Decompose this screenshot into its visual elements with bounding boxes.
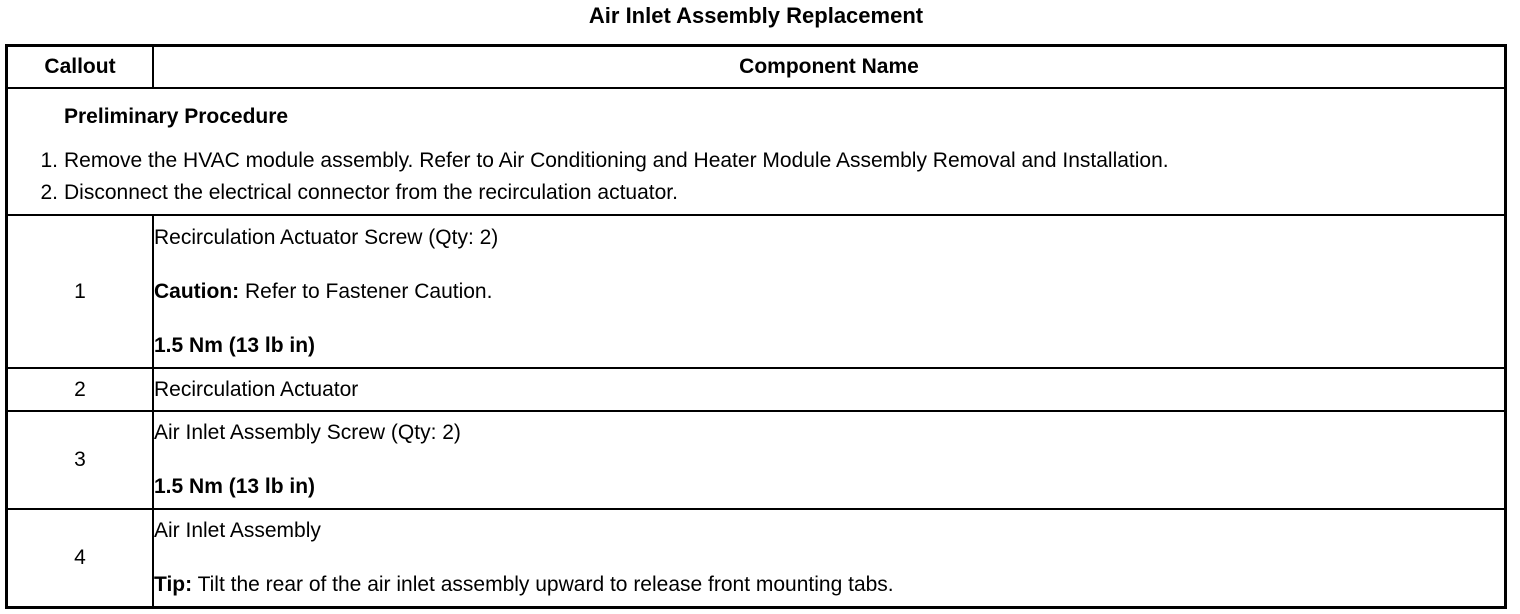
preliminary-steps-list	[8, 145, 1504, 209]
component-cell	[153, 509, 1506, 607]
table-row	[7, 509, 1506, 607]
table-row	[7, 411, 1506, 509]
callout-cell: 4	[7, 509, 154, 607]
component-name: Air Inlet Assembly Screw (Qty: 2)	[154, 421, 461, 444]
step-text: Disconnect the electrical connector from the recirculation actuator.	[64, 180, 678, 204]
callout-column-header: Callout	[7, 46, 154, 89]
component-cell	[153, 215, 1506, 368]
caution-note	[154, 279, 1504, 305]
component-name: Recirculation Actuator Screw (Qty: 2)	[154, 225, 499, 249]
list-item	[8, 145, 1504, 177]
step-text: Remove the HVAC module assembly. Refer to Air Conditioning and Heater Module Assembly Removal and Installation.	[64, 148, 1169, 172]
table-header-row	[7, 46, 1506, 89]
step-number: 1.	[40, 148, 58, 172]
tip-note	[154, 572, 1504, 598]
caution-text: Refer to Fastener Caution.	[239, 279, 493, 303]
step-number: 2.	[40, 180, 58, 204]
component-name: Air Inlet Assembly	[154, 518, 321, 542]
tip-label: Tip:	[154, 572, 193, 596]
caution-label: Caution:	[154, 279, 240, 303]
component-name-column-header: Component Name	[153, 46, 1506, 89]
preliminary-procedure-row	[7, 88, 1506, 215]
callout-cell: 2	[7, 368, 154, 411]
table-row	[7, 368, 1506, 411]
list-item	[8, 177, 1504, 209]
preliminary-procedure-cell	[7, 88, 1506, 215]
component-cell	[153, 411, 1506, 509]
component-cell	[153, 368, 1506, 411]
component-name: Recirculation Actuator	[154, 377, 359, 401]
tip-text: Tilt the rear of the air inlet assembly upward to release front mounting tabs.	[192, 572, 894, 596]
page-title: Air Inlet Assembly Replacement	[588, 3, 924, 28]
torque-spec: 1.5 Nm (13 lb in)	[154, 475, 316, 498]
table-row	[7, 215, 1506, 368]
callout-cell: 3	[7, 411, 154, 509]
procedure-table	[5, 44, 1507, 609]
torque-spec: 1.5 Nm (13 lb in)	[154, 333, 316, 357]
preliminary-procedure-heading: Preliminary Procedure	[64, 104, 289, 128]
callout-cell: 1	[7, 215, 154, 368]
